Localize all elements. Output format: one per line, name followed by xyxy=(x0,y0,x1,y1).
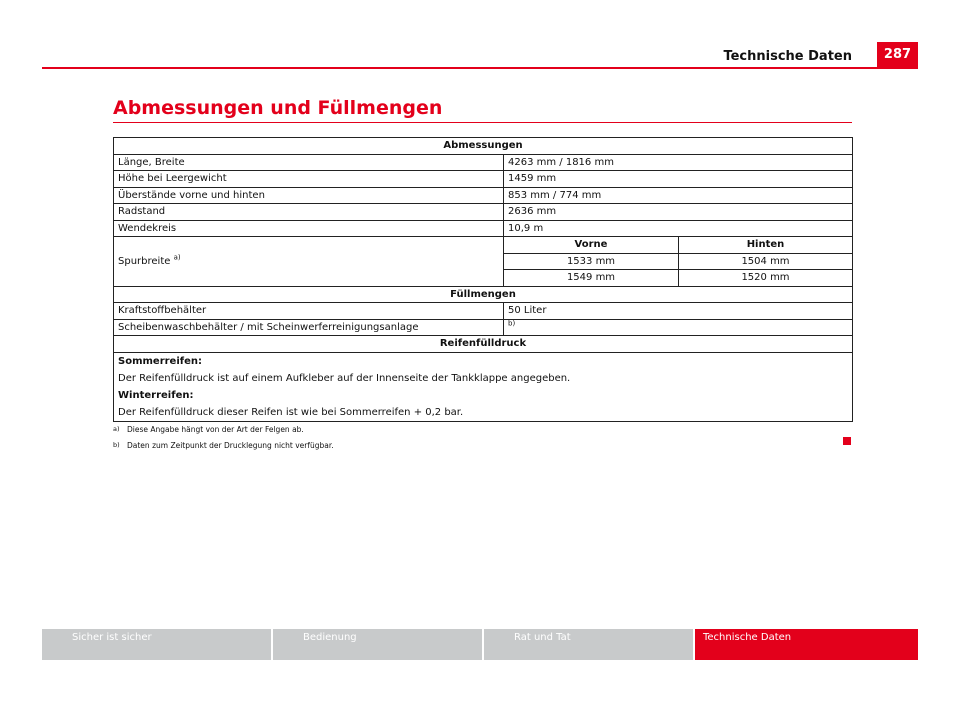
row-label: Höhe bei Leergewicht xyxy=(114,171,504,188)
footnote-ref-a: a) xyxy=(173,253,181,262)
table-header-row xyxy=(114,138,853,155)
table-row xyxy=(114,204,853,221)
footer-tab-sicher-ist-sicher[interactable]: Sicher ist sicher xyxy=(42,629,273,660)
spurbreite-label-cell xyxy=(114,237,504,287)
spurbreite-hinten: 1504 mm xyxy=(679,253,853,270)
header-rule xyxy=(42,67,918,69)
winter-heading: Winterreifen: xyxy=(118,389,194,401)
table-row xyxy=(114,220,853,237)
footnote xyxy=(113,425,334,441)
row-value: 50 Liter xyxy=(504,303,853,320)
section-rule xyxy=(113,122,852,123)
row-value: 1459 mm xyxy=(504,171,853,188)
table-row xyxy=(114,303,853,320)
row-label: Radstand xyxy=(114,204,504,221)
row-label: Scheibenwaschbehälter / mit Scheinwerferreinigungsanlage xyxy=(114,319,504,336)
table-row xyxy=(114,352,853,421)
col-vorne-header: Vorne xyxy=(504,237,679,254)
row-label: Länge, Breite xyxy=(114,154,504,171)
fuellmengen-header: Füllmengen xyxy=(114,286,853,303)
summer-heading: Sommerreifen: xyxy=(118,355,203,367)
footer-tab-technische-daten[interactable]: Technische Daten xyxy=(695,629,918,660)
reifen-header: Reifenfülldruck xyxy=(114,336,853,353)
table-header-row xyxy=(114,336,853,353)
spurbreite-hinten: 1520 mm xyxy=(679,270,853,287)
row-label: Wendekreis xyxy=(114,220,504,237)
row-label: Kraftstoffbehälter xyxy=(114,303,504,320)
table-row xyxy=(114,171,853,188)
row-value: 853 mm / 774 mm xyxy=(504,187,853,204)
page-number: 287 xyxy=(877,42,918,67)
table-row xyxy=(114,237,853,254)
row-label: Überstände vorne und hinten xyxy=(114,187,504,204)
spurbreite-vorne: 1533 mm xyxy=(504,253,679,270)
section-end-marker xyxy=(843,437,851,445)
reifen-notes xyxy=(114,352,853,421)
footer-tab-rat-und-tat[interactable]: Rat und Tat xyxy=(484,629,695,660)
spurbreite-label: Spurbreite xyxy=(118,255,171,267)
table-row xyxy=(114,154,853,171)
table-header-row xyxy=(114,286,853,303)
spurbreite-vorne: 1549 mm xyxy=(504,270,679,287)
chapter-title: Technische Daten xyxy=(723,49,852,64)
footnote-text: Diese Angabe hängt von der Art der Felgen ab. xyxy=(127,425,304,434)
row-value: 2636 mm xyxy=(504,204,853,221)
footnote-mark: b) xyxy=(113,441,120,449)
summer-text: Der Reifenfülldruck ist auf einem Aufkleber auf der Innenseite der Tankklappe angegeben. xyxy=(118,372,571,384)
footnote-mark: a) xyxy=(113,425,120,433)
winter-text: Der Reifenfülldruck dieser Reifen ist wie bei Sommerreifen + 0,2 bar. xyxy=(118,406,464,418)
section-title: Abmessungen und Füllmengen xyxy=(113,97,443,119)
row-value xyxy=(504,319,853,336)
row-value: 10,9 m xyxy=(504,220,853,237)
footnotes xyxy=(113,425,334,457)
abmessungen-header: Abmessungen xyxy=(114,138,853,155)
footnote-ref-b: b) xyxy=(508,319,516,328)
table-row xyxy=(114,187,853,204)
footer-nav xyxy=(42,629,918,660)
specs-table xyxy=(113,137,853,422)
footnote-text: Daten zum Zeitpunkt der Drucklegung nicht verfügbar. xyxy=(127,441,334,450)
row-value: 4263 mm / 1816 mm xyxy=(504,154,853,171)
footer-tab-bedienung[interactable]: Bedienung xyxy=(273,629,484,660)
table-row xyxy=(114,319,853,336)
col-hinten-header: Hinten xyxy=(679,237,853,254)
footnote xyxy=(113,441,334,457)
